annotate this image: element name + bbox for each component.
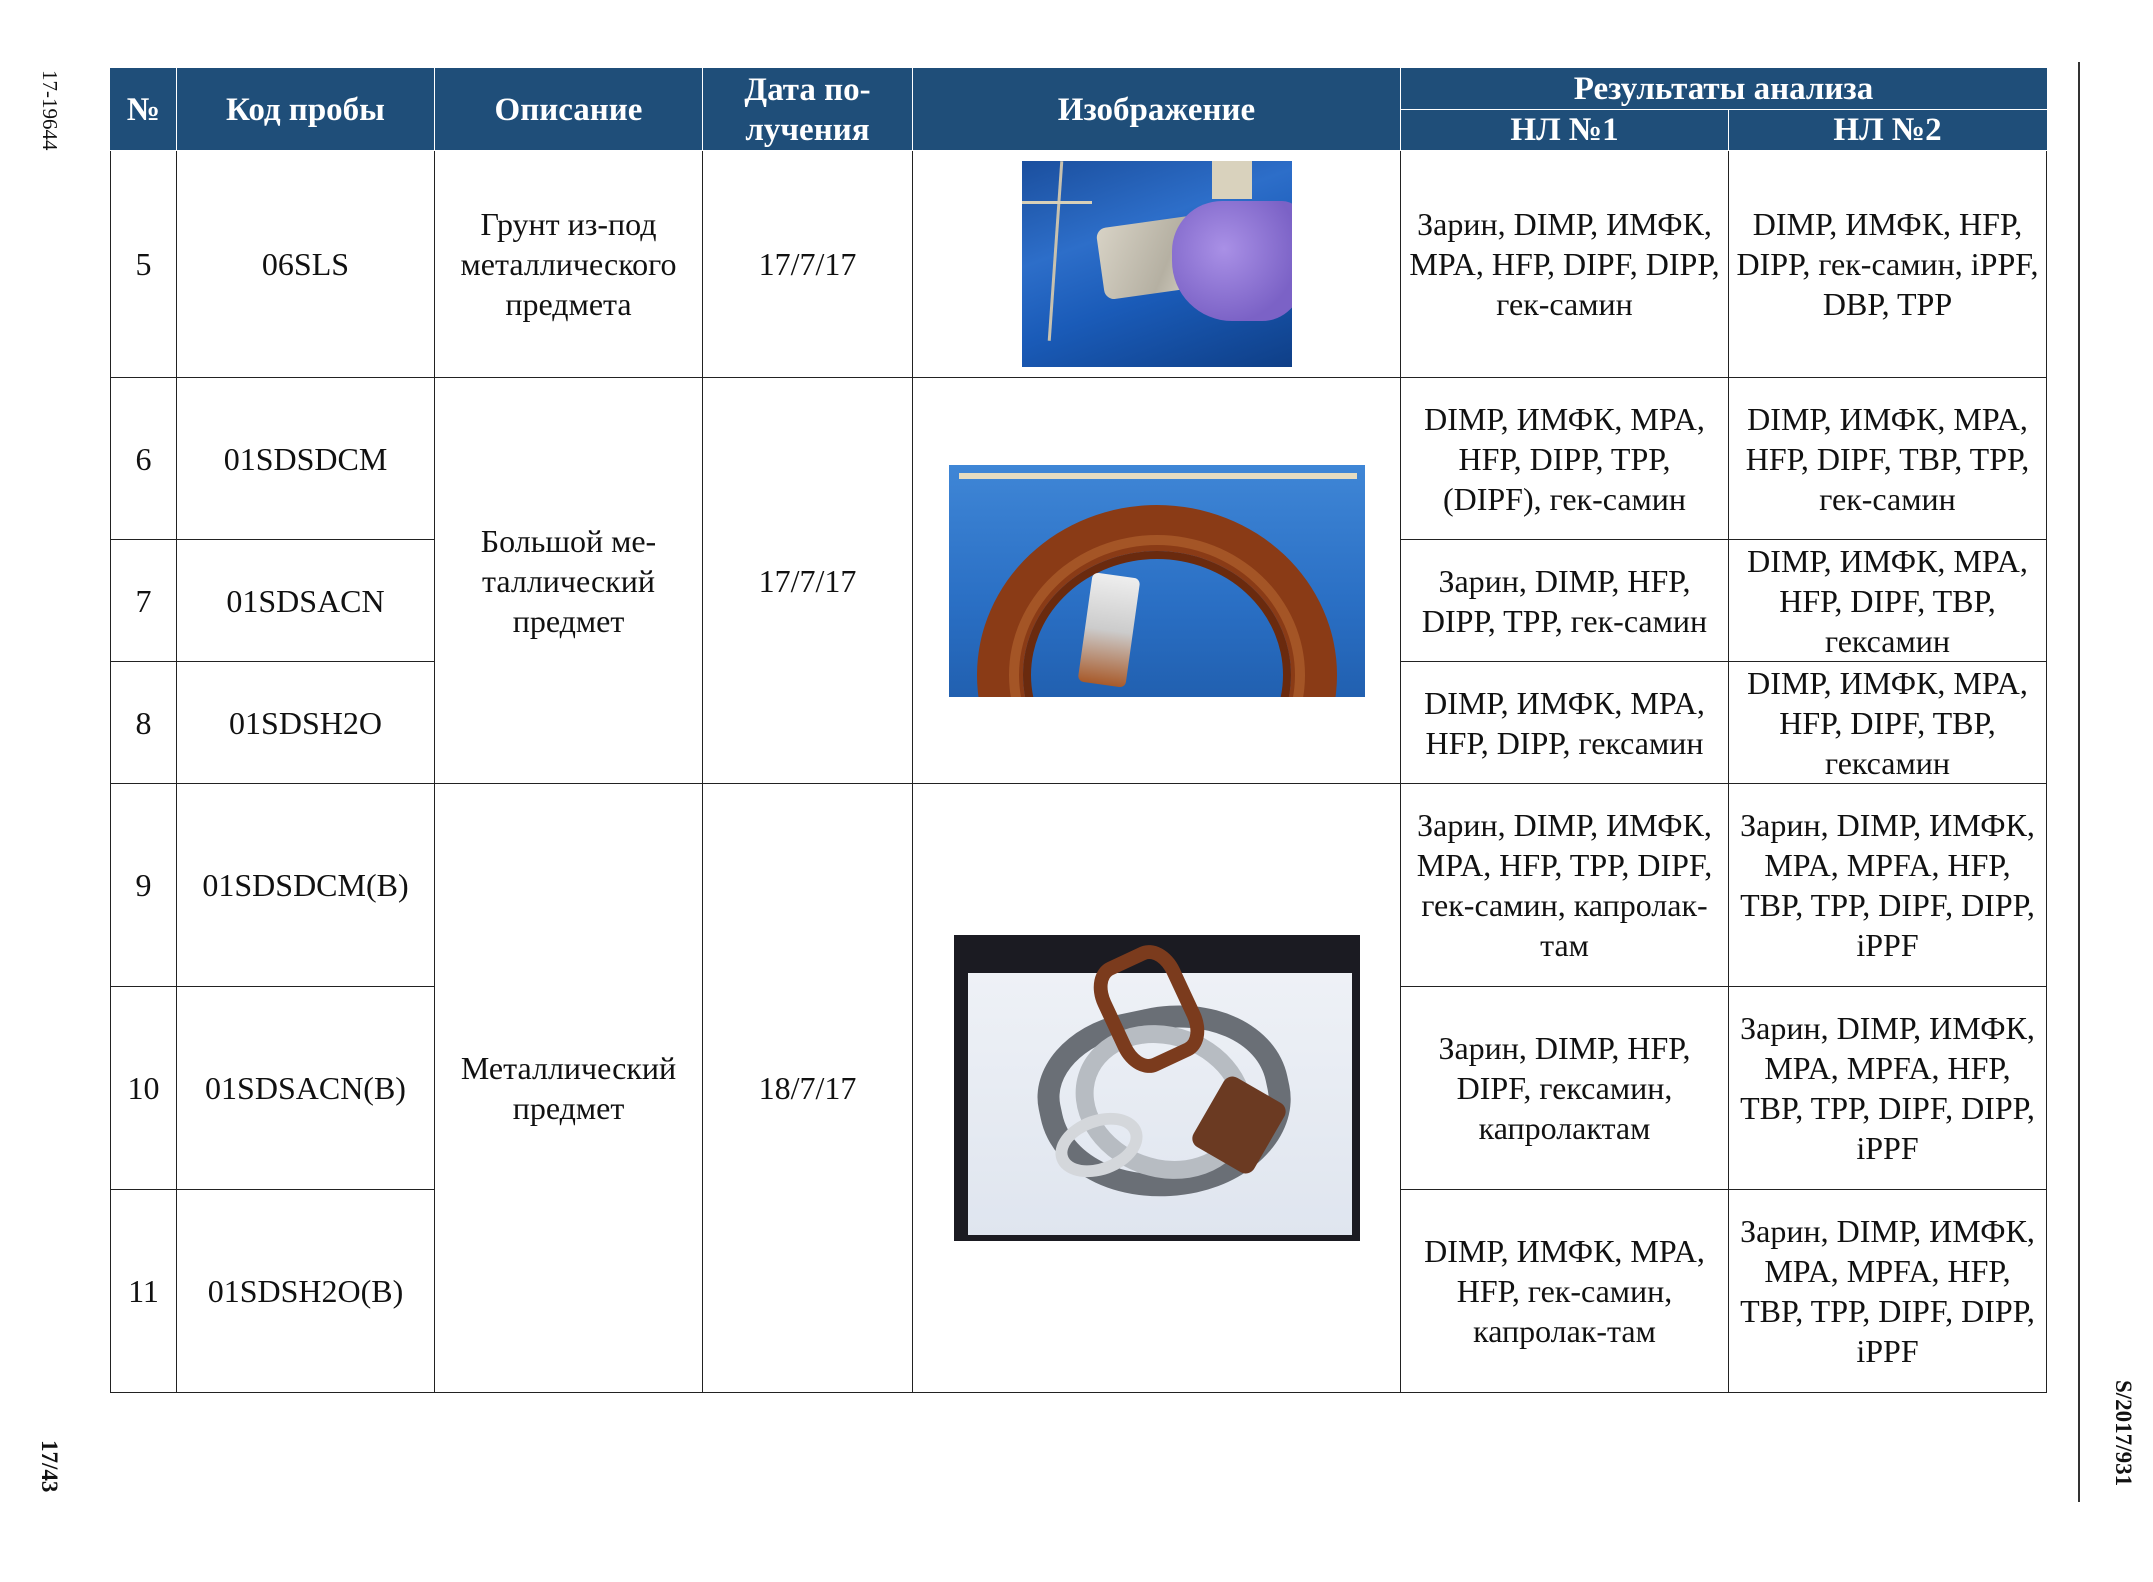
cell-date: 18/7/17 <box>703 784 913 1393</box>
cell-lab1-result: DIMP, ИМФК, MPA, HFP, DIPP, гексамин <box>1401 662 1729 784</box>
cell-sample-code: 01SDSDCM <box>177 378 435 540</box>
table-row <box>111 151 2047 378</box>
cell-no: 5 <box>111 151 177 378</box>
cell-sample-code: 01SDSH2O(B) <box>177 1190 435 1393</box>
header-lab2: НЛ №2 <box>1729 110 2047 151</box>
samples-table <box>110 68 2047 1393</box>
cell-no: 7 <box>111 540 177 662</box>
cell-lab1-result: Зарин, DIMP, HFP, DIPF, гексамин, капролактам <box>1401 987 1729 1190</box>
cell-date: 17/7/17 <box>703 151 913 378</box>
table-row <box>111 378 2047 540</box>
cell-sample-code: 06SLS <box>177 151 435 378</box>
cell-lab2-result: Зарин, DIMP, ИМФК, MPA, MPFA, HFP, TBP, TPP, DIPF, DIPP, iPPF <box>1729 1190 2047 1393</box>
cell-lab2-result: Зарин, DIMP, ИМФК, MPA, MPFA, HFP, TBP, TPP, DIPF, DIPP, iPPF <box>1729 987 2047 1190</box>
cell-lab1-result: Зарин, DIMP, ИМФК, MPA, HFP, TPP, DIPF, гек-самин, капролак-там <box>1401 784 1729 987</box>
cell-lab1-result: Зарин, DIMP, ИМФК, MPA, HFP, DIPF, DIPP, гек-самин <box>1401 151 1729 378</box>
cell-sample-code: 01SDSDCM(B) <box>177 784 435 987</box>
margin-rule <box>2078 62 2080 1502</box>
header-description: Описание <box>435 69 703 151</box>
cell-image <box>913 378 1401 784</box>
cell-lab2-result: DIMP, ИМФК, MPA, HFP, DIPF, TBP, TPP, гек-самин <box>1729 378 2047 540</box>
cell-no: 8 <box>111 662 177 784</box>
header-date-received: Дата по-лучения <box>703 69 913 151</box>
page-number: 17/43 <box>37 1440 62 1493</box>
cell-sample-code: 01SDSH2O <box>177 662 435 784</box>
photo-soil-bag <box>1022 161 1292 367</box>
photo-rusty-arc <box>949 465 1365 697</box>
cell-description: Большой ме-таллический предмет <box>435 378 703 784</box>
document-number: 17-19644 <box>38 70 62 151</box>
cell-image <box>913 784 1401 1393</box>
document-symbol: S/2017/931 <box>2111 1380 2136 1487</box>
cell-lab2-result: DIMP, ИМФК, MPA, HFP, DIPF, TBP, гексамин <box>1729 662 2047 784</box>
cell-sample-code: 01SDSACN <box>177 540 435 662</box>
table-row <box>111 784 2047 987</box>
cell-lab1-result: DIMP, ИМФК, MPA, HFP, гек-самин, капролак-там <box>1401 1190 1729 1393</box>
cell-description: Металлический предмет <box>435 784 703 1393</box>
cell-lab2-result: DIMP, ИМФК, HFP, DIPP, гек-самин, iPPF, DBP, TPP <box>1729 151 2047 378</box>
cell-lab1-result: DIMP, ИМФК, MPA, HFP, DIPP, TPP, (DIPF), гек-самин <box>1401 378 1729 540</box>
photo-twisted-metal <box>954 935 1360 1241</box>
cell-description: Грунт из-под металлического предмета <box>435 151 703 378</box>
header-no: № <box>111 69 177 151</box>
header-lab1: НЛ №1 <box>1401 110 1729 151</box>
header-image: Изображение <box>913 69 1401 151</box>
cell-sample-code: 01SDSACN(B) <box>177 987 435 1190</box>
cell-lab2-result: DIMP, ИМФК, MPA, HFP, DIPF, TBP, гексамин <box>1729 540 2047 662</box>
cell-no: 11 <box>111 1190 177 1393</box>
cell-no: 10 <box>111 987 177 1190</box>
header-sample-code: Код пробы <box>177 69 435 151</box>
cell-no: 9 <box>111 784 177 987</box>
cell-date: 17/7/17 <box>703 378 913 784</box>
cell-image <box>913 151 1401 378</box>
cell-no: 6 <box>111 378 177 540</box>
cell-lab1-result: Зарин, DIMP, HFP, DIPP, TPP, гек-самин <box>1401 540 1729 662</box>
header-results: Результаты анализа <box>1401 69 2047 110</box>
cell-lab2-result: Зарин, DIMP, ИМФК, MPA, MPFA, HFP, TBP, TPP, DIPF, DIPP, iPPF <box>1729 784 2047 987</box>
